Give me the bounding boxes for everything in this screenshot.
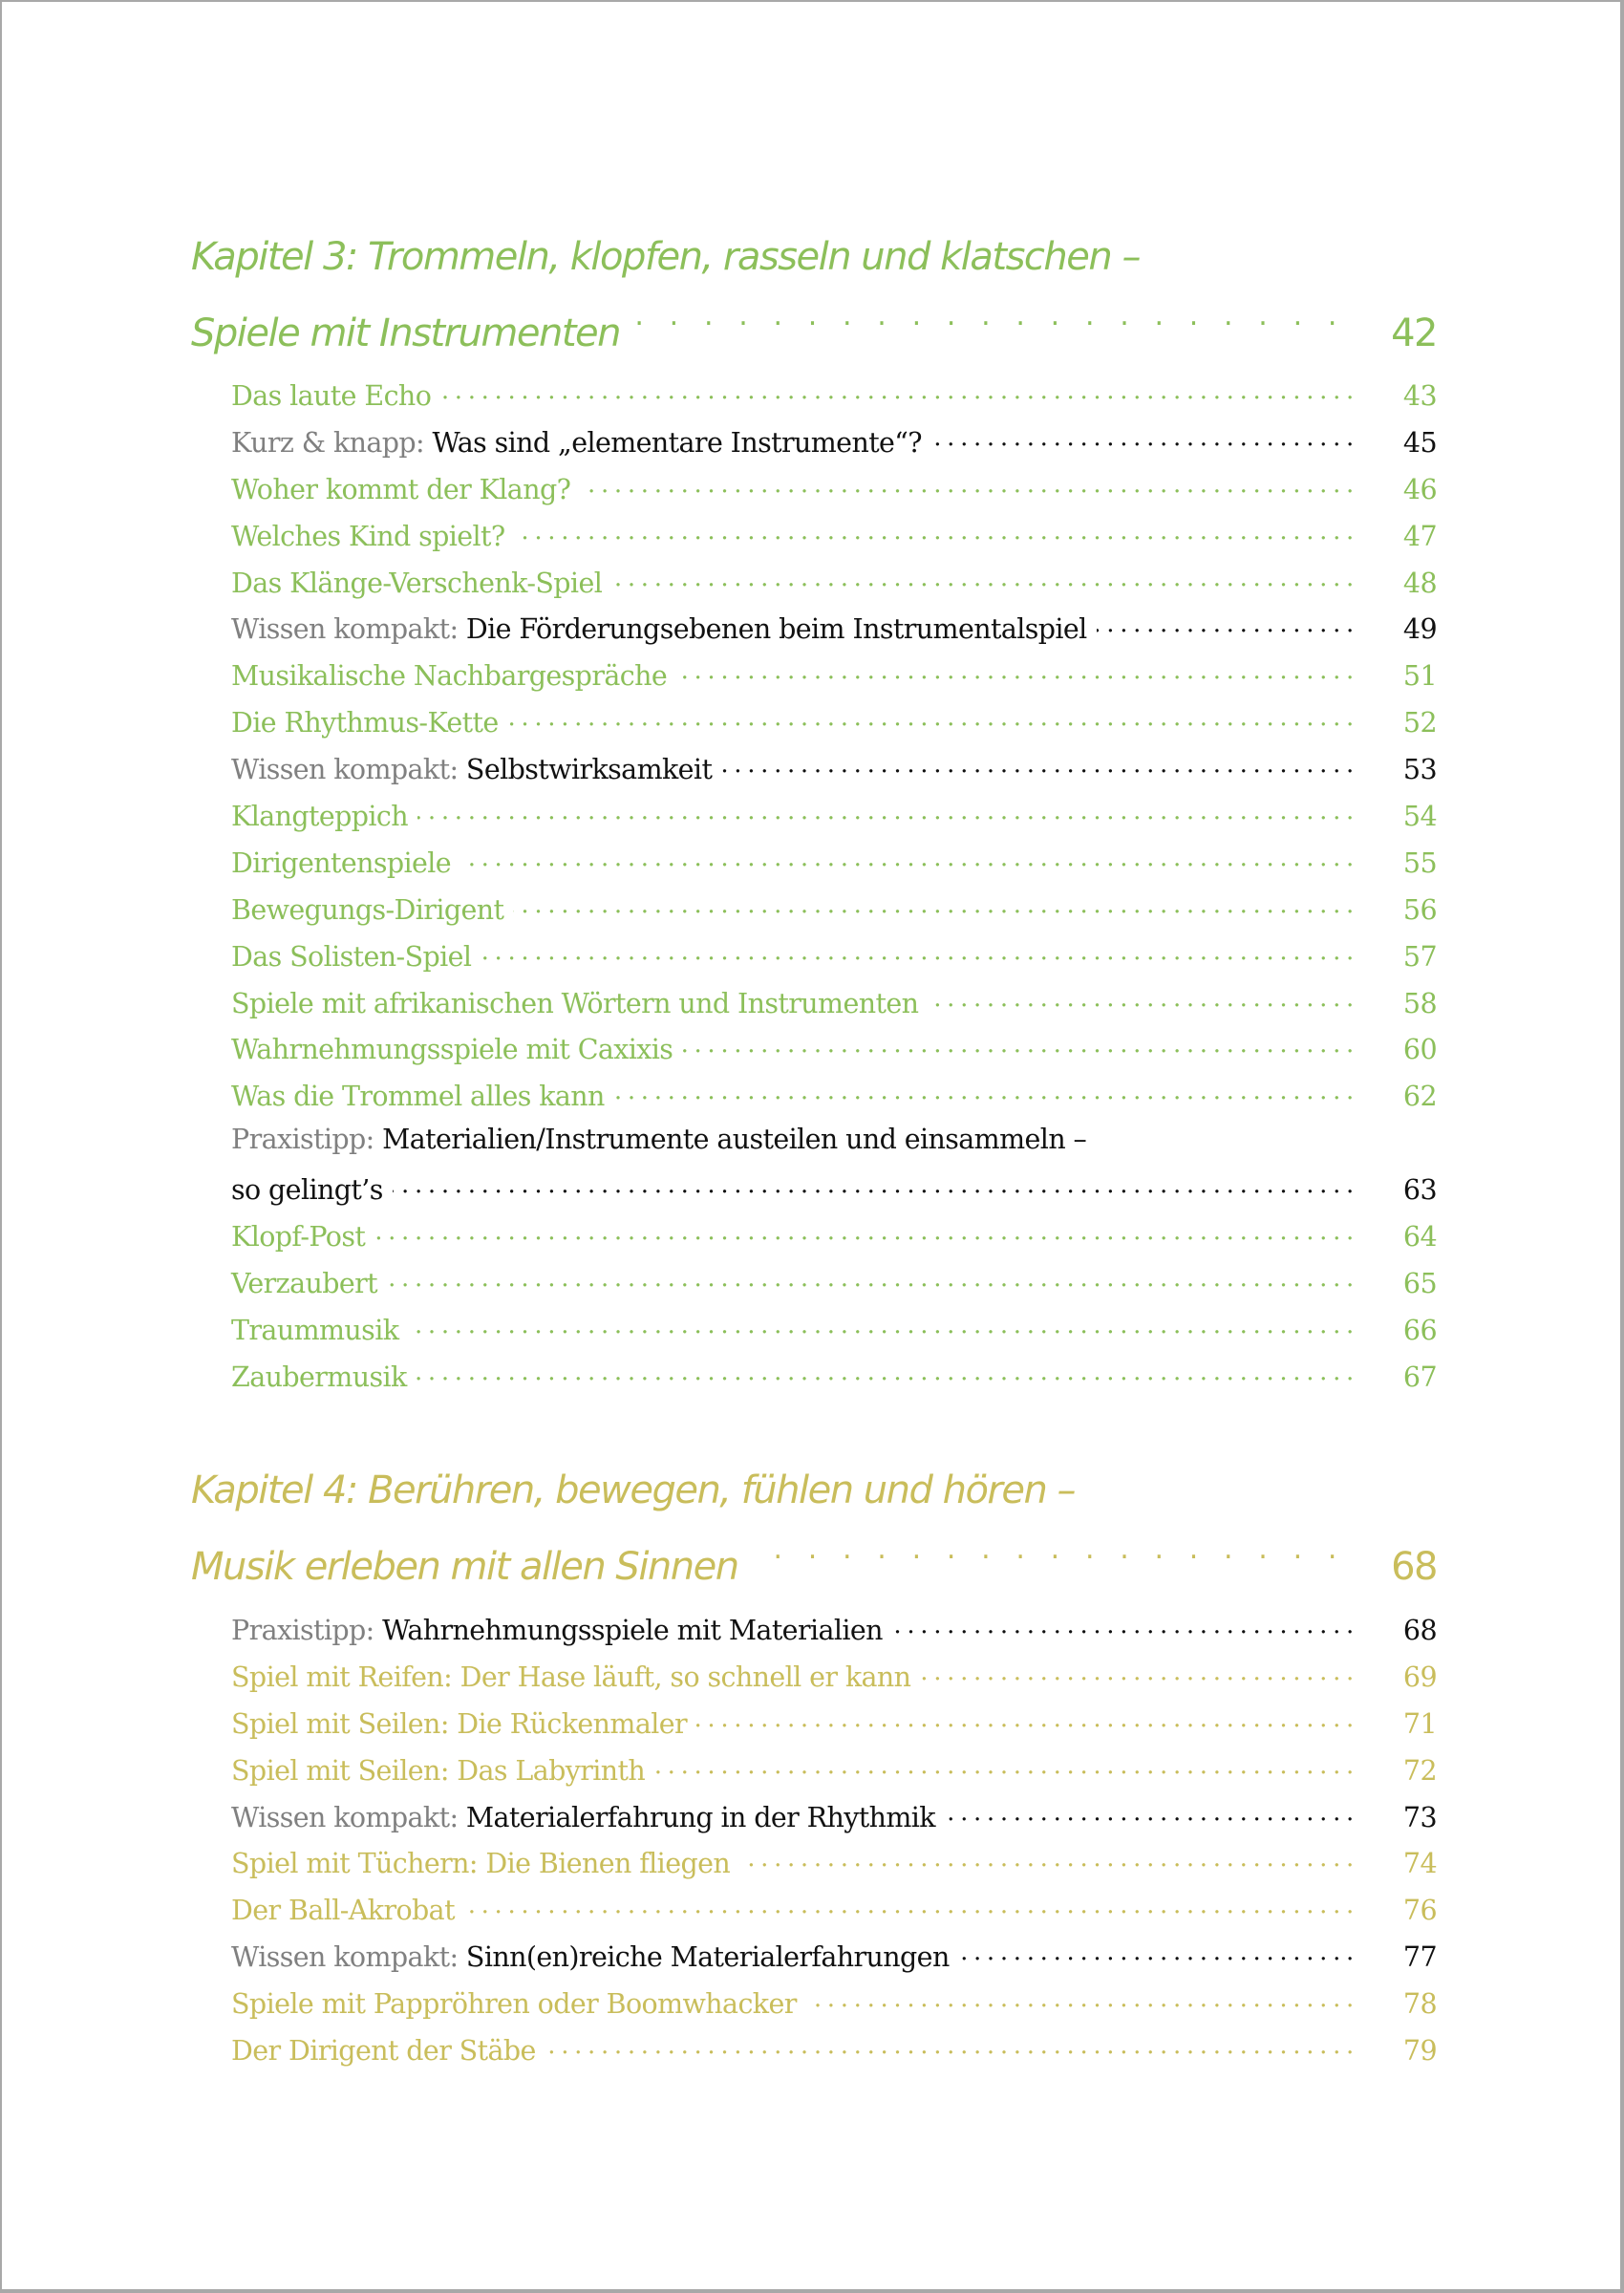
entry-title: Wahrnehmungsspiele mit Materialien [382,1615,883,1646]
entry-page-number: 48 [1402,567,1437,599]
dot-leader [1097,610,1353,638]
entry-title: Verzaubert [231,1267,378,1299]
entry-title: Klangteppich [231,801,409,833]
dot-leader [696,1704,1353,1733]
chapter-title-line2-row [191,287,1437,363]
toc-entry[interactable] [231,1891,1437,1938]
entry-title: Was die Trommel alles kann [231,1081,605,1113]
toc-entry[interactable] [231,984,1437,1031]
toc-entry[interactable] [231,1030,1437,1077]
entry-title: Musikalische Nachbargespräche [231,660,668,693]
entry-title: Spiel mit Seilen: Das Labyrinth [231,1754,646,1787]
entry-title: Traummusik [231,1314,399,1346]
entry-page-number: 55 [1402,846,1437,879]
dot-leader [515,517,1353,546]
toc-entry[interactable] [231,470,1437,517]
dot-leader [721,750,1353,779]
dot-leader [682,1030,1353,1059]
entry-page-number: 51 [1402,660,1437,693]
dot-leader [654,1751,1353,1780]
dot-leader [739,1844,1353,1873]
entry-title: Woher kommt der Klang? [231,473,571,505]
entry-page-number: 60 [1402,1034,1437,1066]
entry-title: Wahrnehmungsspiele mit Caxixis [231,1034,673,1066]
entry-page-number: 65 [1402,1267,1437,1299]
entry-prefix: Kurz & knapp: [231,426,425,459]
toc-entry[interactable] [231,1264,1437,1311]
entry-page-number: 56 [1402,893,1437,926]
dot-leader [614,1077,1353,1105]
toc-entry[interactable] [231,1311,1437,1358]
entry-page-number: 78 [1402,1988,1437,2021]
dot-leader [892,1611,1353,1639]
toc-entry[interactable] [231,656,1437,703]
toc-entry[interactable] [231,1938,1437,1984]
toc-entry[interactable] [231,1704,1437,1751]
toc-entry[interactable] [231,1798,1437,1845]
entry-page-number: 58 [1402,987,1437,1019]
entry-title: Materialien/Instrumente austeilen und einsammeln – [382,1124,1087,1156]
entry-title: Spiel mit Reifen: Der Hase läuft, so schnell er kann [231,1661,911,1693]
chapter-3-heading [191,227,1437,363]
entry-page-number: 54 [1402,801,1437,833]
toc-entry[interactable] [231,376,1437,423]
toc-page [2,2,1620,2289]
dot-leader [806,1984,1353,2013]
entry-title: Die Rhythmus-Kette [231,707,499,739]
chapter-title-line2: Musik erleben mit allen Sinnen [191,1545,738,1589]
entry-title: Spiel mit Tüchern: Die Bienen fliegen [231,1848,731,1880]
entry-title: Bewegungs-Dirigent [231,893,504,926]
chapter-title-line2: Spiele mit Instrumenten [191,311,620,355]
chapter-title-line1: Kapitel 4: Berühren, bewegen, fühlen und hören – [191,1468,1076,1512]
entry-prefix: Praxistipp: [231,1615,374,1646]
entry-prefix: Wissen kompakt: [231,613,459,646]
entry-page-number: 79 [1402,2035,1437,2068]
entry-page-number: 63 [1402,1174,1437,1207]
entry-page-number: 46 [1402,473,1437,505]
entry-title: Dirigentenspiele [231,846,452,879]
toc-entry[interactable] [231,937,1437,984]
dot-leader [464,1891,1353,1919]
entry-page-number: 69 [1402,1661,1437,1693]
entry-title: Die Förderungsebenen beim Instrumentalspiel [465,613,1087,646]
entry-title: Das Solisten-Spiel [231,940,472,973]
entry-page-number: 43 [1402,380,1437,412]
dot-leader [959,1938,1353,1966]
entry-title: Das laute Echo [231,380,432,412]
toc-entry[interactable] [231,1358,1437,1404]
toc-entry[interactable] [231,1124,1437,1217]
entry-page-number: 62 [1402,1081,1437,1113]
entry-page-number: 73 [1402,1801,1437,1833]
entry-title: Zaubermusik [231,1361,407,1393]
entry-prefix: Wissen kompakt: [231,754,459,786]
dot-leader [440,376,1353,405]
entry-prefix: Praxistipp: [231,1124,374,1156]
toc-entry[interactable] [231,517,1437,564]
dot-leader [752,1520,1345,1579]
dot-leader [513,890,1353,919]
entry-page-number: 66 [1402,1314,1437,1346]
dot-leader [545,2031,1353,2060]
entry-page-number: 45 [1402,426,1437,459]
entry-page-number: 72 [1402,1754,1437,1787]
toc-entry[interactable] [231,890,1437,937]
toc-entry[interactable] [231,703,1437,750]
toc-entry[interactable] [231,1844,1437,1891]
dot-leader [481,937,1353,966]
dot-leader [928,984,1353,1013]
toc-entry[interactable] [231,1611,1437,1658]
toc-entry[interactable] [231,1751,1437,1798]
chapter-title-line1: Kapitel 3: Trommeln, klopfen, rasseln und klatschen – [191,235,1140,279]
entry-page-number: 57 [1402,940,1437,973]
entry-title: Spiele mit Pappröhren oder Boomwhacker [231,1988,797,2021]
entry-prefix: Wissen kompakt: [231,1941,459,1974]
chapter-title-line2-row [191,1520,1437,1597]
entry-page-number: 76 [1402,1895,1437,1927]
entry-page-number: 52 [1402,707,1437,739]
chapter-3-entries [231,376,1437,1404]
entry-title: Was sind „elementare Instrumente“? [432,426,922,459]
dot-leader [611,564,1353,592]
chapter-4-entries [231,1611,1437,2078]
entry-title: Klopf-Post [231,1221,366,1254]
dot-leader [920,1658,1353,1686]
chapter-page-number: 42 [1391,311,1437,355]
dot-leader [408,1311,1353,1339]
toc-entry[interactable] [231,2031,1437,2078]
toc-entry[interactable] [231,1217,1437,1264]
entry-title: Der Dirigent der Stäbe [231,2035,536,2068]
toc-entry[interactable] [231,844,1437,890]
dot-leader [508,703,1353,732]
toc-entry[interactable] [231,423,1437,470]
dot-leader [393,1170,1353,1199]
toc-entry[interactable] [231,750,1437,797]
entry-title: Der Ball-Akrobat [231,1895,455,1927]
dot-leader [633,287,1345,346]
toc-entry[interactable] [231,564,1437,611]
toc-entry[interactable] [231,1984,1437,2031]
dot-leader [931,423,1353,452]
toc-entry[interactable] [231,797,1437,844]
entry-title: Das Klänge-Verschenk-Spiel [231,567,603,599]
chapter-4-heading [191,1461,1437,1597]
toc-entry[interactable] [231,610,1437,656]
entry-page-number: 77 [1402,1941,1437,1974]
entry-title: Spiele mit afrikanischen Wörtern und Instrumenten [231,987,919,1019]
entry-prefix: Wissen kompakt: [231,1801,459,1833]
dot-leader [945,1798,1353,1827]
entry-title: Welches Kind spielt? [231,520,505,552]
entry-title: Selbstwirksamkeit [465,754,713,786]
dot-leader [676,656,1353,685]
dot-leader [417,797,1353,825]
dot-leader [374,1217,1353,1246]
entry-page-number: 53 [1402,754,1437,786]
entry-page-number: 74 [1402,1848,1437,1880]
entry-title-continued: so gelingt’s [231,1174,383,1207]
toc-entry[interactable] [231,1077,1437,1124]
entry-page-number: 67 [1402,1361,1437,1393]
dot-leader [417,1358,1353,1386]
entry-page-number: 71 [1402,1707,1437,1740]
dot-leader [387,1264,1353,1293]
entry-page-number: 47 [1402,520,1437,552]
entry-page-number: 49 [1402,613,1437,646]
toc-entry[interactable] [231,1658,1437,1704]
entry-title: Materialerfahrung in der Rhythmik [465,1801,935,1833]
entry-title: Sinn(en)reiche Materialerfahrungen [465,1941,950,1974]
entry-page-number: 64 [1402,1221,1437,1254]
chapter-page-number: 68 [1391,1545,1437,1589]
entry-title: Spiel mit Seilen: Die Rückenmaler [231,1707,688,1740]
dot-leader [460,844,1353,872]
dot-leader [580,470,1353,499]
entry-page-number: 68 [1402,1615,1437,1646]
